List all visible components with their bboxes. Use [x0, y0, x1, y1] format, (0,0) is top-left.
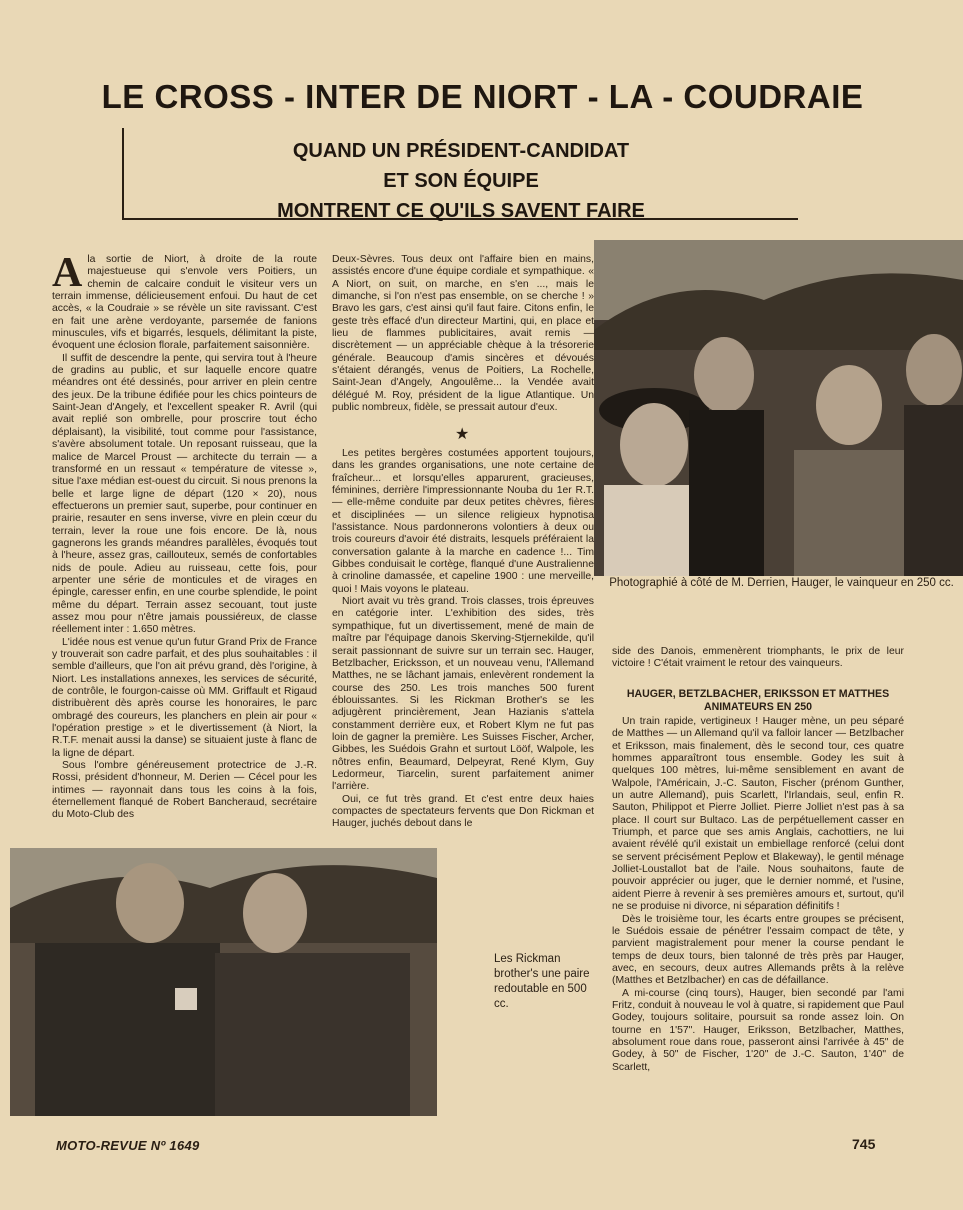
paragraph: Il suffit de descendre la pente, qui servira tout à l'heure de gradins au public, et sur laquelle encore quatre méandres ont été dessinés, pour arriver en plein centre des jeux. De la tribune édifiée pour les chics pointeurs de Saint-Jean d'Angely, et l'excellent speaker R. Avril (qui avait replié son ombrelle, pour proscrire tout écho déplaisant), la visibilité, tout comme pour l'assistance, s'avère absolument totale. Un reposant ruisseau, que la malice de Marcel Proust — architecte du terrain — a transformé en un ressaut « température de vitesse », situe l'axe médian est-ouest du circuit. Si nous prenons la belle et large ligne de départ (120 × 20), nous effectuerons un premier saut, superbe, pour continuer en prairie, resauter en sens inverse, vivre en plein cœur du terrain, lever la roue une fois encore. De là, nous gagnerons les grands méandres parallèles, évoqués tout à l'heure, assez gras, caillouteux, semés de confortables nids de poule. Adieu au ruisseau, cette fois, pour arpenter une série de monticules et de virages en épingle, caresser enfin, en une courbe splendide, le point même du départ. Terrain assez secouant, tout juste assez mou pour n'être jamais poussiéreux, de classe réellement inter : 1.650 mètres. — [52, 352, 317, 636]
subheadline-box — [122, 128, 798, 220]
paragraph: Les petites bergères costumées apportent toujours, dans les grandes organisations, une note certaine de fraîcheur... et lorsqu'elles apparurent, gracieuses, féminines, derrière l'impressionnante Nouba du 1er R.T. — elle-même conduite par deux petites chèvres, fières et disciplinées — un silence religieux hypnotisa l'assistance. Nous pardonnerons volontiers à deux ou trois coureurs d'avoir été distraits, lesquels préféraient la conversation galante à la marche en cadence !... Tim Gibbes conduisait le cortège, flanqué d'une Australienne à crinoline damassée, et capeline 1900 : une merveille, quoi ! Mais voyons le plateau. — [332, 448, 594, 595]
article-headline: LE CROSS - INTER DE NIORT - LA - COUDRAIE — [101, 78, 864, 115]
paragraph: A mi-course (cinq tours), Hauger, bien secondé par l'ami Fritz, conduit à nouveau le vol à quatre, si rapidement que Paul Godey, toujours solitaire, poursuit sa ronde assez loin. On tourne en 1'57". Hauger, Eriksson, Betzlbacher, Matthes, absolument roue dans roue, passeront ainsi l'arrivée à 45" de Godey, à 50" de Fischer, 1'20" de J.-C. Sauton, 1'40" de Scarlett, — [612, 987, 904, 1073]
subheadline-line-1: QUAND UN PRÉSIDENT-CANDIDAT — [292, 140, 630, 162]
paragraph: side des Danois, emmenèrent triomphants, le prix de leur victoire ! C'était vraiment le retour des vainqueurs. — [612, 646, 904, 670]
photo-caption-right: Photographié à côté de M. Derrien, Hauger, le vainqueur en 250 cc. — [609, 577, 954, 589]
photo-caption-left: Les Rickman brother's une paire redoutable en 500 cc. — [494, 953, 590, 1010]
photo-illustration — [10, 848, 437, 1116]
drop-cap: A — [52, 250, 83, 296]
article-column-3-top — [612, 646, 904, 671]
paragraph: Sous l'ombre généreusement protectrice de J.-R. Rossi, président d'honneur, M. Derien — Cécel pour les intimes — rayonnait dans tous les coins à la fois, éternellement flanqué de Robert Bancheraud, secrétaire du Moto-Club des — [52, 760, 317, 821]
photo-hauger-and-derrien — [594, 240, 963, 576]
star-separator-icon: ★ — [455, 426, 470, 443]
page-number: 745 — [852, 1136, 876, 1152]
article-column-1 — [52, 250, 317, 822]
paragraph: Niort avait vu très grand. Trois classes, trois épreuves en catégorie inter. L'exhibition des sides, très sympathique, fut un divertissement, mené de main de maître par l'équipage danois Skerving-Stjernekilde, qu'il serait passionnant de suivre sur un terrain sec. Hauger, Betzlbacher, Ericksson, et un nouveau venu, l'Allemand Matthes, ne se lâchant jamais, enlevèrent rondement la course des 250. Les trois manches 500 furent éblouissantes. Si les Rickman Brother's se les adjugèrent princièrement, Jean Hazianis s'attela constamment derrière eux, et Robert Klym ne fut pas loin de gagner la première. Les Suisses Fischer, Archer, Gibbes, les Suédois Grahn et surtout Lööf, Walpole, les nôtres enfin, Beaumard, Delpeyrat, René Klym, Guy Ledormeur, Tiarcelin, surent parfaitement animer l'arrière. — [332, 596, 594, 793]
paragraph: Un train rapide, vertigineux ! Hauger mène, un peu séparé de Matthes — un Allemand qu'il va falloir lancer — Betzlbacher et Eriksson, mais finalement, dès le second tour, ces quatre hommes apparaîtront tous ensemble. Godey les suit à quelques 100 mètres, lui-même sensiblement en avant de Walpole, l'Américain, J.-C. Sauton, Fischer (prénom Gunther, un autre Allemand), puis Scarlett, l'Irlandais, seul, enfin R. Sauton, Philippot et Pierre Jolliet. Pierre Jolliet n'est pas à sa place. Il court sur Bultaco. Las de perpétuellement casser en Triumph, et parce que ses amis Anglais, cachottiers, ne lui avaient révélé qu'il existait un embiellage renforcé (celui dont se servent précisément Peplow et Blakeway), le gentil ménage Jolliet-Loustallot bat de l'aile. Nous souhaitons, faute de pouvoir apprécier ou juger, que le dernier nommé, et l'usine, aident Pierre à revenir à ses premières amours et, surtout, qu'il ne se produise ni divorce, ni séparation définitifs ! — [612, 716, 904, 913]
photo-rickman-brothers — [10, 848, 437, 1116]
paragraph: Deux-Sèvres. Tous deux ont l'affaire bien en mains, assistés encore d'une équipe cordiale et sympathique. « A Niort, on suit, on marche, en s'en ..., mais le dimanche, si l'on n'est pas ensemble, on se cherche ! » Bravo les gars, c'est ainsi qu'il faut faire. Citons enfin, le geste très effacé d'un directeur Martini, qui, en place et lieu de flammes publicitaires, avait remis — discrètement — un appréciable chèque à la trésorerie générale. Beaucoup d'amis sincères et dévoués s'étaient dérangés, venus de Poitiers, La Rochelle, Saint-Jean d'Angely, Angoulême... la Vendée avait délégué M. Roy, président de la ligue Atlantique. Un public nombreux, fidèle, se pressait autour d'eux. — [332, 254, 594, 414]
photo-illustration — [594, 240, 963, 576]
article-column-3 — [612, 716, 904, 1074]
paragraph: Oui, ce fut très grand. Et c'est entre deux haies compactes de spectateurs fervents que Don Rickman et Hauger, juchés debout dans le — [332, 793, 594, 830]
subheadline-line-3: MONTRENT CE QU'ILS SAVENT FAIRE — [277, 200, 645, 222]
article-column-2 — [332, 254, 594, 414]
magazine-issue: MOTO-REVUE Nº 1649 — [56, 1138, 200, 1153]
section-heading: HAUGER, BETZLBACHER, ERIKSSON ET MATTHES ANIMATEURS EN 250 — [626, 688, 890, 713]
paragraph: L'idée nous est venue qu'un futur Grand Prix de France y trouverait son cadre parfait, et des plus souhaitables : il semble d'ailleurs, que l'on ait prévu grand, dès l'origine, à Niort. Les installations annexes, les services de sécurité, de contrôle, le fourgon-caisse où MM. Griffault et Rigaud distribuèrent dès après course les honoraires, le parc ombragé des coureurs, les planchers en plein air pour « l'opération prestige » et le divertissement (à Niort, la R.T.F. menait aussi la danse) se situaient juste à flanc de la ligne de départ. — [52, 636, 317, 759]
article-column-2-continued — [332, 448, 594, 831]
paragraph: Dès le troisième tour, les écarts entre groupes se précisent, le Suédois essaie de pénétrer l'essaim compact de tête, y parvient magistralement pour mener la course pendant le temps de deux tours, bien talonné de très près par Hauger, avec, en secours, deux autres Allemands prêts à la relève (Matthes et Betzlbacher) en cas de défaillance. — [612, 913, 904, 987]
paragraph: la sortie de Niort, à droite de la route majestueuse qui s'envole vers Poitiers, un chemin de calcaire conduit le visiteur vers un terrain immense, délicieusement enfoui. Du haut de cet accès, « la Coudraie » se révèle un site ravissant. C'est en fait une arène verdoyante, parsemée de fanions minuscules, vifs et bigarrés, lesquels, délimitant la piste, évoquent une éclosion florale, parfaitement saisonnière. — [52, 254, 317, 352]
subheadline-line-2: ET SON ÉQUIPE — [383, 170, 539, 192]
